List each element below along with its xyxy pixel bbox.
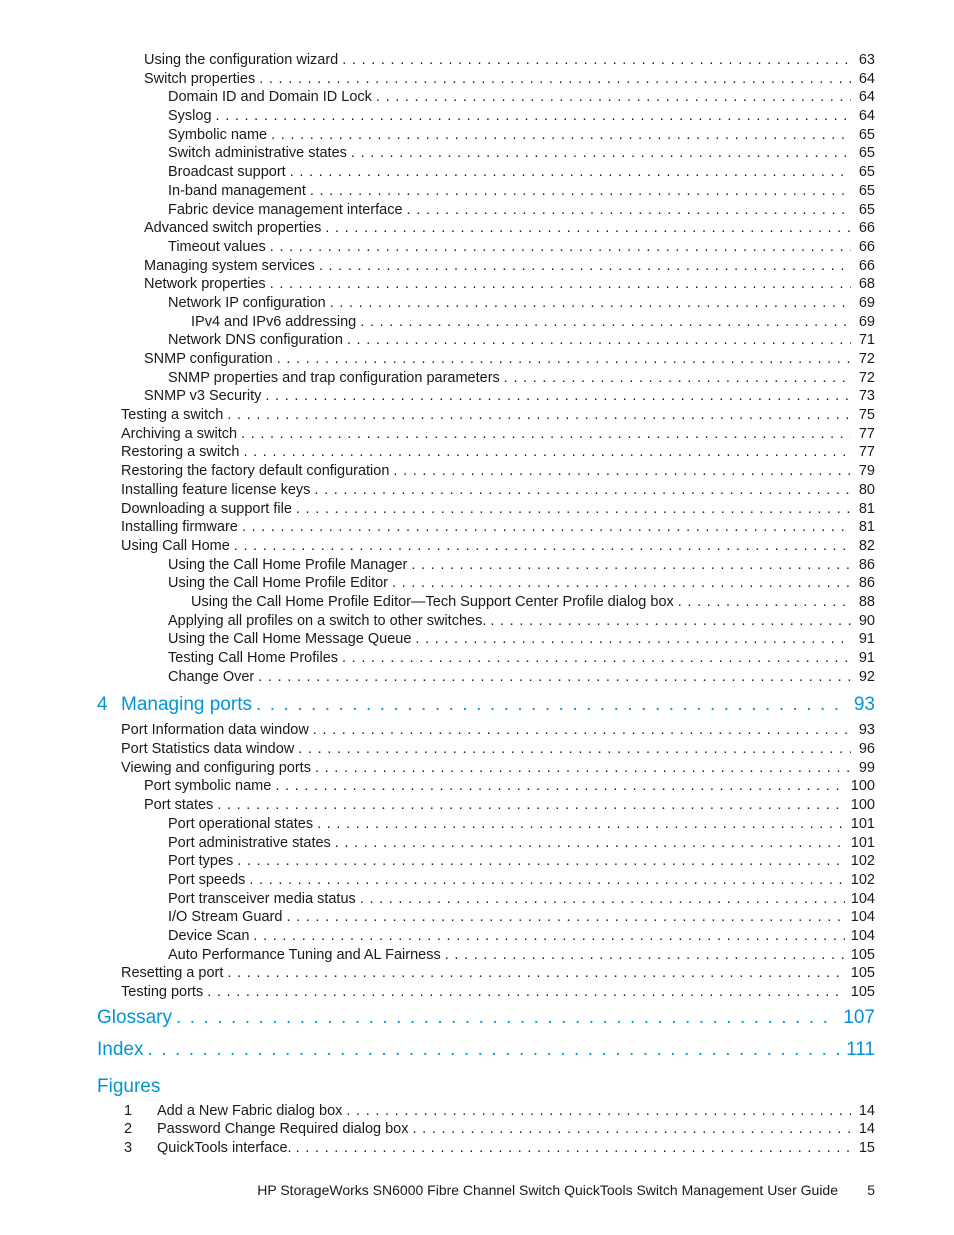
toc-entry[interactable] xyxy=(0,126,954,145)
toc-entry-label: Network DNS configuration xyxy=(168,332,343,349)
toc-entry-page-number: 105 xyxy=(850,946,875,963)
toc-entry-page-number: 104 xyxy=(850,909,875,926)
toc-entry[interactable] xyxy=(0,927,954,946)
toc-entry[interactable] xyxy=(0,462,954,481)
toc-entry-page-number: 65 xyxy=(858,145,875,162)
toc-entry-page-number: 66 xyxy=(858,257,875,274)
dot-leader xyxy=(147,1034,840,1066)
dot-leader xyxy=(265,387,851,406)
toc-entry[interactable] xyxy=(0,612,954,631)
toc-entry-label: Switch administrative states xyxy=(168,145,347,162)
footer-title: HP StorageWorks SN6000 Fibre Channel Switch QuickTools Switch Management User Guide xyxy=(257,1182,838,1198)
dot-leader xyxy=(243,443,851,462)
toc-entry-label: Network IP configuration xyxy=(168,294,326,311)
toc-entry-page-number: 66 xyxy=(858,238,875,255)
toc-entry[interactable] xyxy=(0,201,954,220)
toc-entry[interactable] xyxy=(0,630,954,649)
toc-entry[interactable] xyxy=(0,721,954,740)
toc-entry[interactable] xyxy=(0,219,954,238)
toc-entry-page-number: 72 xyxy=(858,351,875,367)
toc-entry-page-number: 65 xyxy=(858,201,875,218)
dot-leader xyxy=(330,294,851,313)
toc-entry-label: Managing system services xyxy=(144,257,315,274)
toc-entry[interactable] xyxy=(0,369,954,388)
toc-entry-number: 2 xyxy=(124,1121,133,1138)
dot-leader xyxy=(360,890,845,909)
toc-entry-page-number: 72 xyxy=(858,369,875,386)
dot-leader xyxy=(376,88,851,107)
toc-entry[interactable] xyxy=(0,144,954,163)
toc-entry-label: Installing feature license keys xyxy=(121,481,311,498)
toc-entry-page-number: 86 xyxy=(858,575,875,592)
toc-entry-label: QuickTools interface. xyxy=(157,1140,292,1157)
toc-entry[interactable] xyxy=(0,331,954,350)
toc-entry-page-number: 14 xyxy=(858,1121,875,1138)
toc-entry-label: Change Over xyxy=(168,668,255,685)
toc-entry-label: IPv4 and IPv6 addressing xyxy=(191,313,357,330)
toc-entry[interactable] xyxy=(0,518,954,537)
toc-entry[interactable] xyxy=(0,294,954,313)
toc-entry-label: Port speeds xyxy=(168,871,246,888)
dot-leader xyxy=(335,834,845,853)
toc-entry-page-number: 105 xyxy=(850,965,875,982)
toc-entry-label: Port administrative states xyxy=(168,834,331,851)
table-of-contents xyxy=(0,51,954,1158)
toc-entry-label: Syslog xyxy=(168,108,212,125)
dot-leader xyxy=(249,871,844,890)
toc-entry-label: Symbolic name xyxy=(168,126,268,143)
dot-leader xyxy=(342,51,851,70)
dot-leader xyxy=(360,313,851,332)
toc-entry[interactable] xyxy=(0,871,954,890)
toc-entry-page-number: 92 xyxy=(858,668,875,685)
page-footer xyxy=(0,1180,954,1200)
toc-entry-label: Port Statistics data window xyxy=(121,741,295,758)
toc-entry-page-number: 64 xyxy=(858,89,875,106)
dot-leader xyxy=(227,406,851,425)
toc-entry[interactable] xyxy=(0,759,954,778)
toc-entry-number: 4 xyxy=(97,694,108,716)
toc-entry-page-number: 91 xyxy=(858,631,875,648)
dot-leader xyxy=(346,1102,851,1121)
toc-entry-label: Installing firmware xyxy=(121,519,238,536)
toc-entry[interactable] xyxy=(0,406,954,425)
toc-entry-label: Port states xyxy=(144,797,214,814)
toc-entry-label: Timeout values xyxy=(168,238,266,255)
toc-entry-page-number: 100 xyxy=(850,778,875,795)
toc-entry-label: Using the Call Home Message Queue xyxy=(168,631,412,648)
toc-entry-page-number: 101 xyxy=(850,815,875,832)
toc-entry-label: Downloading a support file xyxy=(121,500,292,517)
toc-entry-label: Network properties xyxy=(144,276,266,293)
dot-leader xyxy=(271,126,851,145)
toc-entry-page-number: 99 xyxy=(858,759,875,776)
dot-leader xyxy=(315,759,851,778)
toc-entry[interactable] xyxy=(0,70,954,89)
toc-entry-label: Switch properties xyxy=(144,70,256,87)
toc-entry-page-number: 81 xyxy=(858,500,875,517)
dot-leader xyxy=(393,462,851,481)
toc-entry-page-number: 111 xyxy=(846,1038,875,1060)
section-heading-figures: Figures xyxy=(97,1075,161,1097)
toc-entry-page-number: 69 xyxy=(858,294,875,311)
dot-leader xyxy=(296,1139,851,1158)
toc-entry[interactable] xyxy=(0,649,954,668)
toc-entry-page-number: 96 xyxy=(858,741,875,758)
dot-leader xyxy=(678,593,851,612)
toc-entry-label: Password Change Required dialog box xyxy=(157,1121,409,1138)
toc-entry[interactable] xyxy=(0,443,954,462)
toc-entry-page-number: 63 xyxy=(858,52,875,68)
toc-entry[interactable] xyxy=(0,425,954,444)
toc-entry[interactable] xyxy=(0,238,954,257)
dot-leader xyxy=(347,331,851,350)
toc-entry-page-number: 75 xyxy=(858,407,875,424)
toc-entry[interactable] xyxy=(0,574,954,593)
dot-leader xyxy=(253,927,844,946)
toc-entry-page-number: 77 xyxy=(858,444,875,461)
toc-entry-number: 1 xyxy=(124,1102,133,1119)
toc-entry-label: Port Information data window xyxy=(121,722,309,739)
toc-entry-label: SNMP configuration xyxy=(144,351,273,367)
toc-entry[interactable] xyxy=(0,593,954,612)
toc-chapter-entry[interactable] xyxy=(0,689,954,721)
dot-leader xyxy=(325,219,851,238)
toc-entry[interactable] xyxy=(0,107,954,126)
toc-entry-page-number: 64 xyxy=(858,108,875,125)
toc-entry-page-number: 93 xyxy=(853,694,875,716)
dot-leader xyxy=(351,144,851,163)
toc-entry-page-number: 77 xyxy=(858,425,875,442)
toc-entry[interactable] xyxy=(0,983,954,1002)
toc-entry-label: Testing a switch xyxy=(121,407,224,424)
toc-entry-label: Fabric device management interface xyxy=(168,201,403,218)
toc-entry-number: 3 xyxy=(124,1140,133,1157)
toc-entry-label: Advanced switch properties xyxy=(144,220,322,237)
toc-entry[interactable] xyxy=(0,668,954,687)
dot-leader xyxy=(317,815,845,834)
toc-entry[interactable] xyxy=(0,852,954,871)
toc-entry[interactable] xyxy=(0,740,954,759)
toc-entry-page-number: 64 xyxy=(858,70,875,87)
dot-leader xyxy=(217,796,844,815)
toc-entry-page-number: 105 xyxy=(850,984,875,1000)
toc-entry[interactable] xyxy=(0,182,954,201)
toc-entry-page-number: 102 xyxy=(850,871,875,888)
toc-entry-label: Add a New Fabric dialog box xyxy=(157,1102,343,1119)
toc-entry[interactable] xyxy=(0,257,954,276)
toc-entry-label: SNMP properties and trap configuration parameters xyxy=(168,369,500,386)
toc-entry-label: Restoring the factory default configuration xyxy=(121,463,390,480)
dot-leader xyxy=(176,1002,837,1034)
toc-entry[interactable] xyxy=(0,387,954,406)
dot-leader xyxy=(237,852,845,871)
toc-entry[interactable] xyxy=(0,815,954,834)
toc-figure-entry[interactable] xyxy=(0,1120,954,1139)
dot-leader xyxy=(310,182,851,201)
toc-entry-label: Port types xyxy=(168,853,234,870)
toc-entry-label: Managing ports xyxy=(121,694,252,716)
dot-leader xyxy=(216,107,851,126)
dot-leader xyxy=(270,238,851,257)
toc-entry[interactable] xyxy=(0,908,954,927)
toc-entry[interactable] xyxy=(0,834,954,853)
dot-leader xyxy=(407,201,851,220)
toc-entry-page-number: 101 xyxy=(850,834,875,851)
toc-entry-page-number: 79 xyxy=(858,463,875,480)
dot-leader xyxy=(258,668,851,687)
dot-leader xyxy=(413,1120,852,1139)
toc-entry-page-number: 15 xyxy=(858,1140,875,1157)
toc-entry-page-number: 80 xyxy=(858,481,875,498)
dot-leader xyxy=(415,630,851,649)
toc-entry-page-number: 91 xyxy=(858,650,875,666)
toc-entry-page-number: 90 xyxy=(858,612,875,629)
dot-leader xyxy=(296,500,851,519)
toc-entry-page-number: 107 xyxy=(843,1006,875,1028)
toc-entry[interactable] xyxy=(0,556,954,575)
dot-leader xyxy=(314,481,851,500)
toc-entry-label: Using the Call Home Profile Manager xyxy=(168,556,408,573)
toc-entry-page-number: 86 xyxy=(858,556,875,573)
toc-entry-label: Device Scan xyxy=(168,927,250,944)
toc-entry-label: Port symbolic name xyxy=(144,778,272,795)
toc-entry-label: Using the Call Home Profile Editor xyxy=(168,575,389,592)
toc-entry[interactable] xyxy=(0,275,954,294)
toc-entry[interactable] xyxy=(0,163,954,182)
dot-leader xyxy=(259,70,851,89)
toc-entry-label: Applying all profiles on a switch to other switches. xyxy=(168,612,487,629)
toc-entry[interactable] xyxy=(0,88,954,107)
toc-entry[interactable] xyxy=(0,796,954,815)
toc-entry-label: Testing ports xyxy=(121,984,204,1000)
toc-entry-page-number: 66 xyxy=(858,220,875,237)
dot-leader xyxy=(234,537,851,556)
dot-leader xyxy=(504,369,851,388)
toc-entry-page-number: 65 xyxy=(858,164,875,181)
dot-leader xyxy=(207,983,845,1002)
toc-entry-label: Port operational states xyxy=(168,815,314,832)
dot-leader xyxy=(392,574,851,593)
toc-entry-page-number: 65 xyxy=(858,182,875,199)
dot-leader xyxy=(275,777,844,796)
dot-leader xyxy=(445,946,845,965)
toc-entry-page-number: 88 xyxy=(858,593,875,610)
toc-entry-page-number: 93 xyxy=(858,722,875,739)
dot-leader xyxy=(277,350,851,369)
toc-entry[interactable] xyxy=(0,51,954,70)
dot-leader xyxy=(319,257,851,276)
toc-entry-page-number: 104 xyxy=(850,927,875,944)
toc-figure-entry[interactable] xyxy=(0,1139,954,1158)
toc-entry[interactable] xyxy=(0,350,954,369)
footer-page-number: 5 xyxy=(867,1182,875,1198)
toc-entry-label: Viewing and configuring ports xyxy=(121,759,311,776)
toc-entry-label: In-band management xyxy=(168,182,306,199)
toc-entry-label: Port transceiver media status xyxy=(168,890,356,907)
dot-leader xyxy=(342,649,851,668)
dot-leader xyxy=(313,721,851,740)
dot-leader xyxy=(227,964,844,983)
toc-entry-page-number: 104 xyxy=(850,890,875,907)
toc-chapter-entry[interactable] xyxy=(0,1002,954,1034)
toc-entry-page-number: 68 xyxy=(858,276,875,293)
toc-entry-page-number: 82 xyxy=(858,537,875,554)
dot-leader xyxy=(411,556,851,575)
dot-leader xyxy=(490,612,851,631)
toc-entry-page-number: 102 xyxy=(850,853,875,870)
toc-entry-label: Domain ID and Domain ID Lock xyxy=(168,89,372,106)
toc-chapter-entry[interactable] xyxy=(0,1034,954,1066)
toc-entry-label: Archiving a switch xyxy=(121,425,238,442)
toc-entry[interactable] xyxy=(0,500,954,519)
toc-entry[interactable] xyxy=(0,537,954,556)
toc-entry-page-number: 100 xyxy=(850,797,875,814)
toc-figure-entry[interactable] xyxy=(0,1102,954,1121)
toc-entry[interactable] xyxy=(0,964,954,983)
toc-entry-page-number: 81 xyxy=(858,519,875,536)
dot-leader xyxy=(242,518,851,537)
toc-entry-page-number: 14 xyxy=(858,1102,875,1119)
toc-entry-label: SNMP v3 Security xyxy=(144,388,262,405)
toc-entry-page-number: 73 xyxy=(858,388,875,405)
toc-entry[interactable] xyxy=(0,481,954,500)
dot-leader xyxy=(286,908,844,927)
dot-leader xyxy=(298,740,851,759)
toc-entry-label: Index xyxy=(97,1038,144,1060)
toc-entry[interactable] xyxy=(0,946,954,965)
toc-entry-label: Auto Performance Tuning and AL Fairness xyxy=(168,946,441,963)
toc-entry-page-number: 69 xyxy=(858,313,875,330)
dot-leader xyxy=(241,425,851,444)
toc-entry-label: Using Call Home xyxy=(121,537,230,554)
dot-leader xyxy=(256,689,848,721)
toc-entry-page-number: 71 xyxy=(858,332,875,349)
toc-entry-label: Broadcast support xyxy=(168,164,286,181)
toc-entry-label: Testing Call Home Profiles xyxy=(168,650,339,666)
toc-entry[interactable] xyxy=(0,777,954,796)
dot-leader xyxy=(290,163,851,182)
toc-entry-label: Restoring a switch xyxy=(121,444,240,461)
toc-entry[interactable] xyxy=(0,313,954,332)
toc-entry-label: Resetting a port xyxy=(121,965,224,982)
toc-entry-label: I/O Stream Guard xyxy=(168,909,283,926)
toc-entry-label: Using the configuration wizard xyxy=(144,52,339,68)
toc-entry[interactable] xyxy=(0,890,954,909)
toc-entry-label: Using the Call Home Profile Editor—Tech Support Center Profile dialog box xyxy=(191,593,674,610)
toc-entry-page-number: 65 xyxy=(858,126,875,143)
dot-leader xyxy=(270,275,851,294)
toc-entry-label: Glossary xyxy=(97,1006,172,1028)
